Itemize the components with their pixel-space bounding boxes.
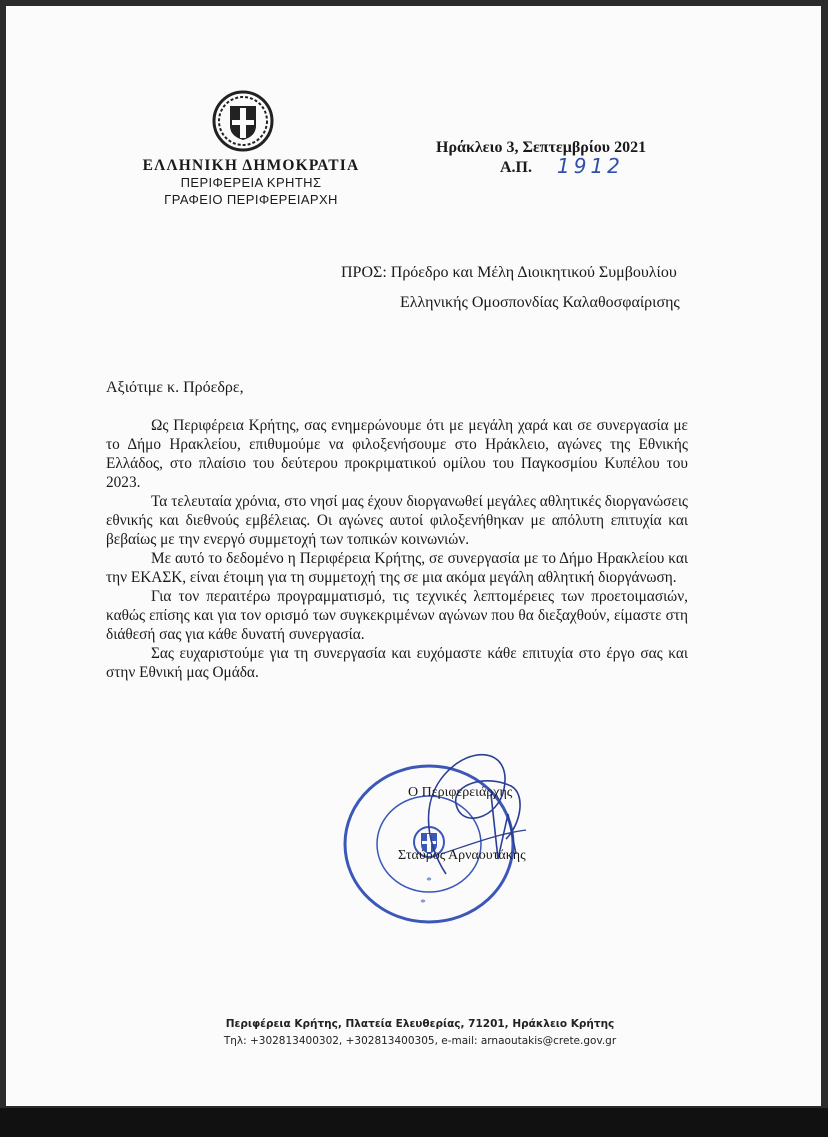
header-office: ΓΡΑΦΕΙΟ ΠΕΡΙΦΕΡΕΙΑΡΧΗ [164, 192, 338, 207]
svg-text:*: * [426, 875, 432, 887]
letter-date: Ηράκλειο 3, Σεπτεμβρίου 2021 [436, 139, 647, 156]
recipient-line-2: Ελληνικής Ομοσπονδίας Καλαθοσφαίρισης [400, 294, 680, 311]
protocol-label: Α.Π. [500, 159, 532, 176]
body-paragraph: Τα τελευταία χρόνια, στο νησί μας έχουν διοργανωθεί μεγάλες αθλητικές διοργανώσεις εθνικής και διεθνούς εμβέλειας. Οι αγώνες αυτοί φιλοξενήθηκαν με απόλυτη επιτυχία και βεβαίως με την ενεργό συμμετοχή των τοπικών κοινωνιών. [106, 493, 688, 548]
footer-address: Περιφέρεια Κρήτης, Πλατεία Ελευθερίας, 71201, Ηράκλειο Κρήτης [225, 1018, 615, 1030]
header-republic: ΕΛΛΗΝΙΚΗ ΔΗΜΟΚΡΑΤΙΑ [142, 157, 360, 174]
salutation: Αξιότιμε κ. Πρόεδρε, [106, 379, 244, 396]
body-paragraph: Ως Περιφέρεια Κρήτης, σας ενημερώνουμε ότι με μεγάλη χαρά και σε συνεργασία με το Δήμο Ηρακλείου, επιθυμούμε να φιλοξενήσουμε στο Ηράκλειο, αγώνες της Εθνικής Ελλάδος, στο πλαίσιο του δεύτερου προκριματικού ομίλου του Παγκοσμίου Κυπέλου του 2023. [106, 417, 688, 491]
header-region: ΠΕΡΙΦΕΡΕΙΑ ΚΡΗΤΗΣ [180, 175, 322, 190]
recipient-line-1: ΠΡΟΣ: Πρόεδρο και Μέλη Διοικητικού Συμβουλίου [341, 264, 677, 281]
handwritten-signature-icon [386, 734, 546, 894]
body-paragraph: Με αυτό το δεδομένο η Περιφέρεια Κρήτης, σε συνεργασία με το Δήμο Ηρακλείου και την ΕΚΑΣΚ, είναι έτοιμη για τη συμμετοχή της σε μια ακόμα μεγάλη αθλητική διοργάνωση. [106, 550, 688, 586]
body-paragraph: Σας ευχαριστούμε για τη συνεργασία και ευχόμαστε κάθε επιτυχία στο έργο σας και στην Εθνική μας Ομάδα. [106, 645, 688, 681]
screen-bottom-bar [0, 1108, 828, 1137]
footer-contact: Τηλ: +302813400302, +302813400305, e-mail: arnaoutakis@crete.gov.gr [223, 1035, 617, 1047]
protocol-number: 1912 [557, 154, 624, 178]
signatory-title: Ο Περιφερειάρχης [408, 785, 513, 800]
svg-text:*: * [420, 897, 426, 909]
greek-coat-of-arms-icon [212, 90, 274, 152]
letter-page [6, 6, 821, 1106]
body-paragraph: Για τον περαιτέρω προγραμματισμό, τις τεχνικές λεπτομέρειες των προετοιμασιών, καθώς επίσης και για τον ορισμό των συγκεκριμένων αγώνων που θα διεξαχθούν, είμαστε στη διάθεσή σας για κάθε δυνατή συνεργασία. [106, 588, 688, 643]
signatory-name: Σταύρος Αρναουτάκης [398, 848, 526, 863]
letter-body [106, 416, 688, 682]
